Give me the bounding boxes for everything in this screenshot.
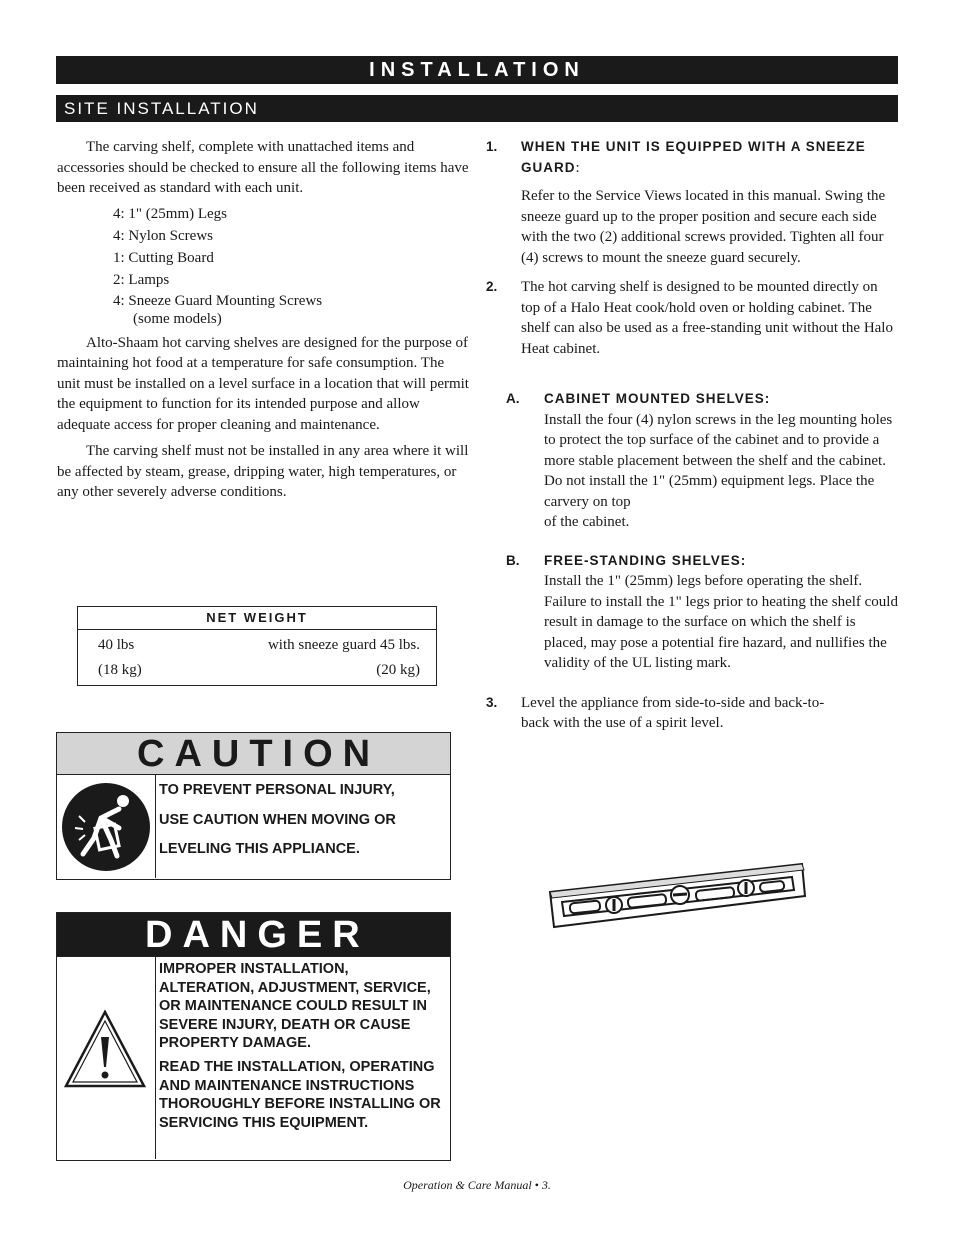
caution-icon-cell	[57, 775, 156, 878]
list-item	[113, 203, 471, 225]
substep-text: Install the four (4) nylon screws in the leg mounting holes to protect the top surface of the cabinet and to provide a more stable placement between the shelf and the cabinet. Do not install the 1" (25mm) equipment legs. Place the carvery on top	[544, 411, 893, 510]
step-text: Refer to the Service Views located in this manual. Swing the sneeze guard up to the proper position and secure each side with the two (2) additional screws provided. Tighten all four (4) screws to mount the sneeze guard securely.	[521, 188, 886, 266]
danger-box	[56, 912, 451, 1161]
step-text: The hot carving shelf is designed to be mounted directly on top of a Halo Heat cook/hold oven or holding cabinet. The shelf can also be used as a free-standing unit without the Halo Heat cabinet.	[521, 279, 893, 357]
spirit-level-icon	[548, 860, 808, 932]
substep-heading: CABINET MOUNTED SHELVES:	[544, 391, 771, 406]
caution-title: CAUTION	[57, 733, 450, 775]
list-item-text: 4: 1" (25mm) Legs	[113, 205, 228, 222]
caution-line: LEVELING THIS APPLIANCE.	[159, 841, 360, 857]
danger-text	[159, 960, 444, 1132]
weight-value-with-guard: with sneeze guard 45 lbs.	[267, 637, 420, 653]
step-3	[486, 693, 841, 734]
weight-value-with-guard-metric: (20 kg)	[376, 662, 420, 678]
list-item	[113, 247, 471, 269]
list-item-text: 1: Cutting Board	[113, 249, 214, 266]
danger-paragraph: READ THE INSTALLATION, OPERATING AND MAINTENANCE INSTRUCTIONS THOROUGHLY BEFORE INSTALLING OR SERVICING THIS EQUIPMENT.	[159, 1058, 441, 1131]
caution-body	[57, 775, 450, 878]
page-footer: Operation & Care Manual • 3.	[403, 1178, 551, 1192]
substep-heading: FREE-STANDING SHELVES:	[544, 552, 747, 568]
intro-paragraph: The carving shelf, complete with unattached items and accessories should be checked to ensure all the following items have been received as standard with each unit.	[57, 139, 469, 196]
caution-line: USE CAUTION WHEN MOVING OR	[159, 811, 396, 828]
step-number: 2.	[486, 279, 498, 294]
substep-b	[486, 551, 900, 674]
weight-row	[78, 658, 436, 683]
list-item	[113, 225, 471, 247]
net-weight-table	[77, 606, 437, 686]
danger-icon-cell	[57, 957, 156, 1159]
caution-box	[56, 732, 451, 880]
danger-title: DANGER	[57, 913, 450, 957]
net-weight-heading: NET WEIGHT	[78, 607, 436, 630]
weight-value: 40 lbs	[98, 637, 135, 653]
weight-row	[78, 633, 436, 658]
caution-line: TO PREVENT PERSONAL INJURY,	[159, 782, 395, 798]
step-2	[486, 277, 900, 359]
weight-value-metric: (18 kg)	[98, 662, 142, 678]
person-lifting-icon	[61, 782, 151, 872]
substep-label: B.	[506, 552, 520, 568]
step-heading: WHEN THE UNIT IS EQUIPPED WITH A SNEEZE GUARD	[521, 139, 866, 175]
step-number: 1.	[486, 139, 498, 154]
step-number: 3.	[486, 694, 498, 710]
left-column	[57, 137, 471, 509]
substep-text: of the cabinet.	[544, 514, 630, 530]
warning-triangle-icon	[63, 1009, 147, 1089]
list-item-text: 4: Nylon Screws	[113, 227, 213, 244]
danger-paragraph: IMPROPER INSTALLATION, ALTERATION, ADJUSTMENT, SERVICE, OR MAINTENANCE COULD RESULT IN SEVERE INJURY, DEATH OR CAUSE PROPERTY DAMAGE.	[159, 961, 431, 1052]
danger-body	[57, 957, 450, 1159]
caution-text	[159, 776, 444, 865]
subsection-header: SITE INSTALLATION	[56, 95, 898, 122]
environment-paragraph: The carving shelf must not be installed in any area where it will be affected by steam, grease, dripping water, high temperatures, or any other severely adverse conditions.	[57, 443, 469, 500]
step-heading-line	[521, 137, 900, 178]
list-item-note: (some models)	[133, 310, 222, 327]
substep-a	[486, 389, 900, 533]
list-item	[113, 269, 471, 291]
step-heading-colon: :	[575, 159, 580, 176]
section-header: INSTALLATION	[56, 56, 898, 84]
substep-text: Install the 1" (25mm) legs before operating the shelf. Failure to install the 1" legs prior to heating the shelf could result in damage to the surface on which the shelf is placed, may pose a potential fire hazard, and nullifies the validity of the UL listing mark.	[544, 573, 898, 671]
step-text: Level the appliance from side-to-side and back-to-back with the use of a spirit level.	[521, 694, 825, 731]
substep-label: A.	[506, 391, 520, 406]
included-items-list	[57, 203, 471, 327]
right-column	[486, 137, 900, 734]
list-item-text: 4: Sneeze Guard Mounting Screws	[113, 292, 323, 309]
purpose-paragraph: Alto-Shaam hot carving shelves are designed for the purpose of maintaining hot food at a temperature for safe consumption. The unit must be installed on a level surface in a location that will permit the equipment to function for its intended purpose and allow adequate access for proper cleaning and maintenance.	[57, 334, 469, 433]
list-item	[113, 291, 471, 327]
step-1	[486, 137, 900, 268]
list-item-text: 2: Lamps	[113, 271, 170, 288]
